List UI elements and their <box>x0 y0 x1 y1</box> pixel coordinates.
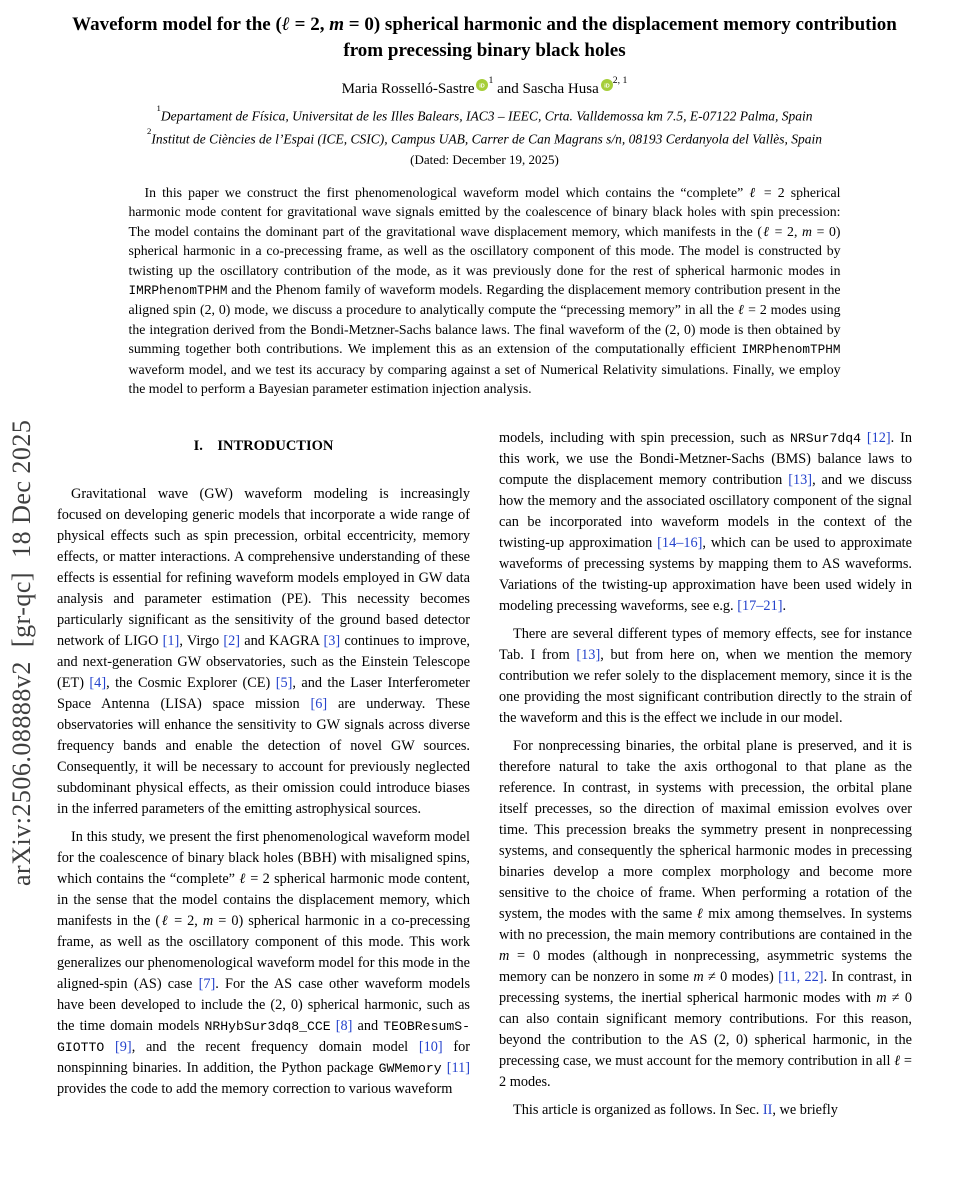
citation-link[interactable]: [8] <box>335 1018 353 1035</box>
author-affiliation-sup: 2, 1 <box>612 74 628 86</box>
section-ref-link[interactable]: II <box>762 1102 773 1119</box>
text-segment: ≠ 0 modes) <box>703 969 779 986</box>
text-segment: are underway. These observatories will enhance the sensitivity to GW signals across diverse frequency bands and enable the detection of novel GW sources. Consequently, it will be necessary to account for previously neglected subdominant physical effects, as their omission could introduce biases in the inferred parameters of the emitting astrophysical sources. <box>57 696 470 818</box>
affiliation-text: Departament de Física, Universitat de les Illes Balears, IAC3 – IEEC, Crta. Valldemossa km 7.5, E-07122 Palma, Spain <box>160 108 813 124</box>
text-segment: = 0) spherical harmonic in a co-precessing frame, as well as the oscillatory component of this mode. The model is constructed by twisting up the oscillatory contribution of the mode, as it was previously done for the rest of spherical harmonic modes in <box>128 223 841 278</box>
orcid-icon[interactable] <box>476 78 488 96</box>
svg-text:iD: iD <box>604 83 610 90</box>
math-text: m <box>693 969 704 986</box>
text-segment: = 2, <box>770 223 803 239</box>
text-segment: . <box>782 598 787 615</box>
citation-link[interactable]: [5] <box>275 675 293 692</box>
math-text: ℓ <box>761 223 771 239</box>
paragraph <box>499 736 912 1093</box>
text-segment: models, including with spin precession, such as <box>499 430 791 447</box>
text-segment: . For the AS case other waveform models have been developed to include the (2, 0) spherical harmonic, such as the time domain models <box>57 976 471 1035</box>
citation-link[interactable]: [11, 22] <box>778 969 824 986</box>
text-segment: = 2 modes using the integration derived from the Bondi-Metzner-Sachs balance laws. The final waveform of the (2, 0) mode is then obtained by summing together both contributions. We implement this as an extension of the computationally efficient <box>128 302 841 357</box>
text-segment: For nonprecessing binaries, the orbital plane is preserved, and it is therefore natural to take the axis orthogonal to that plane as the reference. In contrast, in systems with precession, the orbital plane itself precesses, so the direction of maximal emission evolves over time. This precession breaks the symmetry present in nonprecessing systems, and consequently the spherical harmonic modes in precessing binaries develop a more complex morphology and become more sensitive to the choice of frame. When performing a rotation of the system, the modes with the same <box>499 738 912 923</box>
code-text: NRHybSur3dq8_CCE <box>204 1019 331 1035</box>
affiliation-list <box>57 103 912 148</box>
citation-link[interactable]: [13] <box>576 647 601 664</box>
text-segment: . In contrast, in precessing systems, the inertial spherical harmonic modes with <box>499 969 912 1007</box>
text-segment <box>104 1039 115 1055</box>
abstract <box>129 183 841 398</box>
text-segment: ≠ 0 can also contain significant memory contributions. For this reason, beyond the contribution to the AS (2, 0) spherical harmonic, in the precessing case, we must account for the memory contribution in all <box>499 990 912 1070</box>
text-segment: , and the Laser Interferometer Space Antenna (LISA) space mission <box>57 675 470 713</box>
text-segment: , but from here on, when we mention the memory contribution we refer solely to the displacement memory, since it is the one providing the most significant contribution directly to the strain of the waveform and this is the effect we include in our model. <box>499 647 912 727</box>
citation-link[interactable]: [3] <box>323 633 341 650</box>
citation-link[interactable]: [10] <box>418 1039 443 1056</box>
text-segment: provides the code to add the memory correction to various waveform <box>57 1081 453 1098</box>
right-column <box>499 428 912 1128</box>
text-segment: = 0 modes (although in nonprecessing, asymmetric systems the memory can be nonzero in some <box>499 948 912 986</box>
text-segment: = 2 spherical harmonic mode content for gravitational wave signals emitted by the coalescence of binary black holes with spin precession: The model contains the dominant part of the gravitational wave displacement memory, which manifests in the ( <box>128 185 841 239</box>
text-segment: = 2, <box>169 913 203 930</box>
math-text: ℓ <box>160 913 170 930</box>
author-name: Maria Rosselló-Sastre <box>341 81 475 97</box>
paragraph <box>499 1100 912 1121</box>
math-text: ℓ <box>239 871 247 888</box>
affiliation-sup: 2 <box>147 125 152 136</box>
citation-link[interactable]: [14–16] <box>657 535 703 552</box>
text-segment: waveform model, and we test its accuracy by comparing against a set of Numerical Relativity simulations. Finally, we employ the model to perform a Bayesian parameter estimation injection analysis. <box>128 361 841 397</box>
orcid-icon[interactable] <box>601 78 613 96</box>
author <box>522 74 628 97</box>
code-text: TEOBResumS-GIOTTO <box>57 1019 471 1056</box>
math-text: m <box>329 14 345 35</box>
code-text: NRSur7dq4 <box>790 431 861 447</box>
text-segment: for nonspinning binaries. In addition, the Python package <box>57 1039 470 1077</box>
text-segment: , which can be used to approximate waveforms of precessing systems by mapping them to AS waveforms. Variations of the twisting-up approximation have been used widely in modeling precessing waveforms, see e.g. <box>499 535 912 615</box>
text-segment: continues to improve, and next-generation GW observatories, such as the Einstein Telescope (ET) <box>57 633 471 692</box>
text-segment: In this paper we construct the first phenomenological waveform model which contains the “complete” <box>144 185 750 200</box>
citation-link[interactable]: [9] <box>115 1039 132 1056</box>
citation-link[interactable]: [12] <box>866 430 891 447</box>
text-segment: mix among themselves. In systems with no precession, the main memory contributions are contained in the <box>499 906 912 944</box>
citation-link[interactable]: [11] <box>446 1060 470 1077</box>
math-text: ℓ <box>737 302 745 318</box>
math-text: m <box>802 223 812 239</box>
author-list <box>57 76 912 98</box>
text-segment: . In this work, we use the Bondi-Metzner-Sachs (BMS) balance laws to compute the displacement memory contribution <box>499 430 912 489</box>
svg-text:iD: iD <box>479 83 486 90</box>
text-segment: = 2 modes. <box>499 1053 912 1091</box>
text-segment: , and the recent frequency domain model <box>131 1039 419 1056</box>
two-column-body <box>57 428 912 1128</box>
math-text: ℓ <box>696 906 704 923</box>
arxiv-stamp: arXiv:2506.08888v2 [gr-qc] 18 Dec 2025 <box>7 419 36 887</box>
paper-title <box>70 12 900 64</box>
affiliation <box>57 126 912 149</box>
text-segment: Waveform model for the ( <box>72 14 282 35</box>
text-segment: This article is organized as follows. In Sec. <box>513 1102 763 1119</box>
author <box>341 74 494 97</box>
text-segment: In this study, we present the first phenomenological waveform model for the coalescence of binary black holes (BBH) with misaligned spins, which contains the “complete” <box>57 829 470 888</box>
citation-link[interactable]: [1] <box>162 633 180 650</box>
text-segment: , Virgo <box>179 633 224 650</box>
paragraph <box>499 428 912 617</box>
code-text: IMRPhenomTPHM <box>741 342 841 358</box>
paragraph <box>57 484 470 820</box>
text-segment: = 0) spherical harmonic in a co-precessing frame, as well as the oscillatory component of this mode. This work generalizes our phenomenological waveform model for this mode in the aligned-spin (AS) case <box>57 913 470 993</box>
affiliation-text: Institut de Ciències de l’Espai (ICE, CSIC), Campus UAB, Carrer de Can Magrans s/n, 08193 Cerdanyola del Vallès, Spain <box>151 131 822 146</box>
citation-link[interactable]: [17–21] <box>737 598 783 615</box>
text-segment: = 2, <box>289 14 330 35</box>
left-column <box>57 428 470 1128</box>
math-text: m <box>202 913 214 930</box>
paragraph <box>57 827 470 1100</box>
text-segment: , and we discuss how the memory and the associated oscillatory component of the signal can be incorporated into waveform models in the context of the twisting-up approximation <box>499 472 912 552</box>
code-text: GWMemory <box>378 1061 442 1077</box>
math-text: ℓ <box>749 185 758 200</box>
citation-link[interactable]: [13] <box>788 472 813 489</box>
citation-link[interactable]: [4] <box>89 675 107 692</box>
text-segment: There are several different types of memory effects, see for instance Tab. I from <box>499 626 912 664</box>
author-separator: and <box>493 81 523 97</box>
math-text: m <box>499 948 510 965</box>
text-segment: and the Phenom family of waveform models. Regarding the displacement memory contribution present in the aligned spin (2, 0) mode, we discuss a procedure to analytically compute the “precessing memory” in all the <box>128 282 841 318</box>
math-text: ℓ <box>894 1053 901 1070</box>
title-block <box>57 12 912 169</box>
text-segment: Gravitational wave (GW) waveform modeling is increasingly focused on developing generic models that incorporate a wide range of physical effects such as spin precession, orbital eccentricity, memory effects, or matter interactions. A comprehensive understanding of these effects is essential for refining waveform models employed in GW data analysis and parameter estimation (PE). This necessity becomes particularly significant as the sensitivity of the ground based detector network of LIGO <box>57 486 470 650</box>
citation-link[interactable]: [7] <box>198 976 216 993</box>
code-text: IMRPhenomTPHM <box>128 283 228 299</box>
citation-link[interactable]: [6] <box>310 696 328 713</box>
affiliation-sup: 1 <box>156 103 161 114</box>
text-segment: , the Cosmic Explorer (CE) <box>106 675 276 692</box>
math-text: m <box>876 990 887 1007</box>
text-segment: and <box>352 1018 384 1035</box>
citation-link[interactable]: [2] <box>223 633 241 650</box>
affiliation <box>57 103 912 126</box>
paragraph <box>499 624 912 729</box>
text-segment: = 2 spherical harmonic mode content, in the sense that the model contains the displacement memory, which manifests in the ( <box>57 871 471 930</box>
math-text: ℓ <box>281 14 290 35</box>
author-affiliation-sup: 1 <box>488 74 494 86</box>
date-line: (Dated: December 19, 2025) <box>410 152 559 167</box>
text-segment: = 0) spherical harmonic and the displacement memory contribution from precessing binary black holes <box>343 14 897 61</box>
section-heading: I. INTRODUCTION <box>193 438 334 455</box>
text-segment: and KAGRA <box>240 633 324 650</box>
text-segment: , we briefly <box>772 1102 838 1119</box>
author-name: Sascha Husa <box>522 81 599 97</box>
